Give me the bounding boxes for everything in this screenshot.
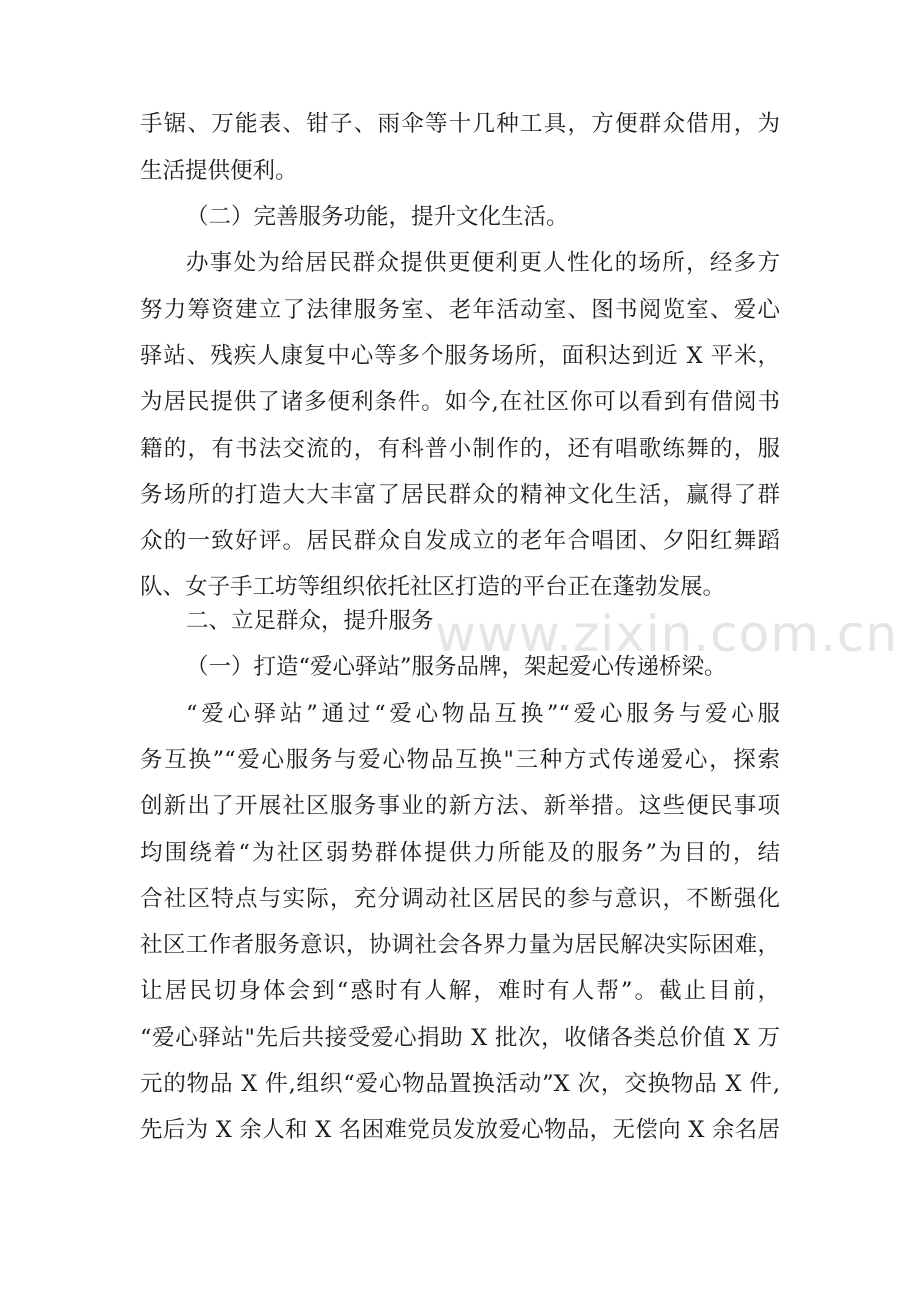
text-line: 创新出了开展社区服务事业的新方法、新举措。这些便民事项 xyxy=(140,793,780,819)
text-line: 众的一致好评。居民群众自发成立的老年合唱团、夕阳红舞蹈 xyxy=(140,528,780,554)
text-line: 生活提供便利。 xyxy=(140,158,298,184)
text-line: “爱心驿站”通过“爱心物品互换”“爱心服务与爱心服 xyxy=(186,701,780,727)
text-line: 为居民提供了诸多便利条件。如今,在社区你可以看到有借阅书 xyxy=(140,389,780,415)
text-line: 元的物品 X 件,组织“爱心物品置换活动”X 次，交换物品 X 件, xyxy=(140,1071,780,1097)
text-line: 务场所的打造大大丰富了居民群众的精神文化生活，赢得了群 xyxy=(140,482,780,508)
text-line: 均围绕着“为社区弱势群体提供力所能及的服务”为目的，结 xyxy=(140,840,780,866)
text-line: 让居民切身体会到“惑时有人解，难时有人帮”。截止目前， xyxy=(140,978,780,1004)
section-heading: 二、立足群众，提升服务 xyxy=(186,608,434,634)
text-line: 努力筹资建立了法律服务室、老年活动室、图书阅览室、爱心 xyxy=(140,297,780,323)
text-line: 先后为 X 余人和 X 名困难党员发放爱心物品，无偿向 X 余名居 xyxy=(140,1117,780,1143)
watermark-text: www.zixin.com.cn xyxy=(435,605,899,663)
text-line: 办事处为给居民群众提供更便利更人性化的场所，经多方 xyxy=(186,250,780,276)
text-line: 手锯、万能表、钳子、雨伞等十几种工具，方便群众借用，为 xyxy=(140,111,780,137)
text-line: 社区工作者服务意识，协调社会各界力量为居民解决实际困难， xyxy=(140,932,780,958)
text-line: 合社区特点与实际，充分调动社区居民的参与意识，不断强化 xyxy=(140,886,780,912)
text-line: 队、女子手工坊等组织依托社区打造的平台正在蓬勃发展。 xyxy=(140,574,726,600)
section-heading: （二）完善服务功能，提升文化生活。 xyxy=(186,204,569,230)
section-heading: （一）打造“爱心驿站”服务品牌，架起爱心传递桥梁。 xyxy=(186,654,727,680)
text-line: 驿站、残疾人康复中心等多个服务场所，面积达到近 X 平米， xyxy=(140,343,780,369)
text-line: 籍的，有书法交流的，有科普小制作的，还有唱歌练舞的，服 xyxy=(140,436,780,462)
text-line: 务互换”“爱心服务与爱心物品互换"三种方式传递爱心，探索 xyxy=(140,747,780,773)
text-line: “爱心驿站"先后共接受爱心捐助 X 批次，收储各类总价值 X 万 xyxy=(140,1025,780,1051)
